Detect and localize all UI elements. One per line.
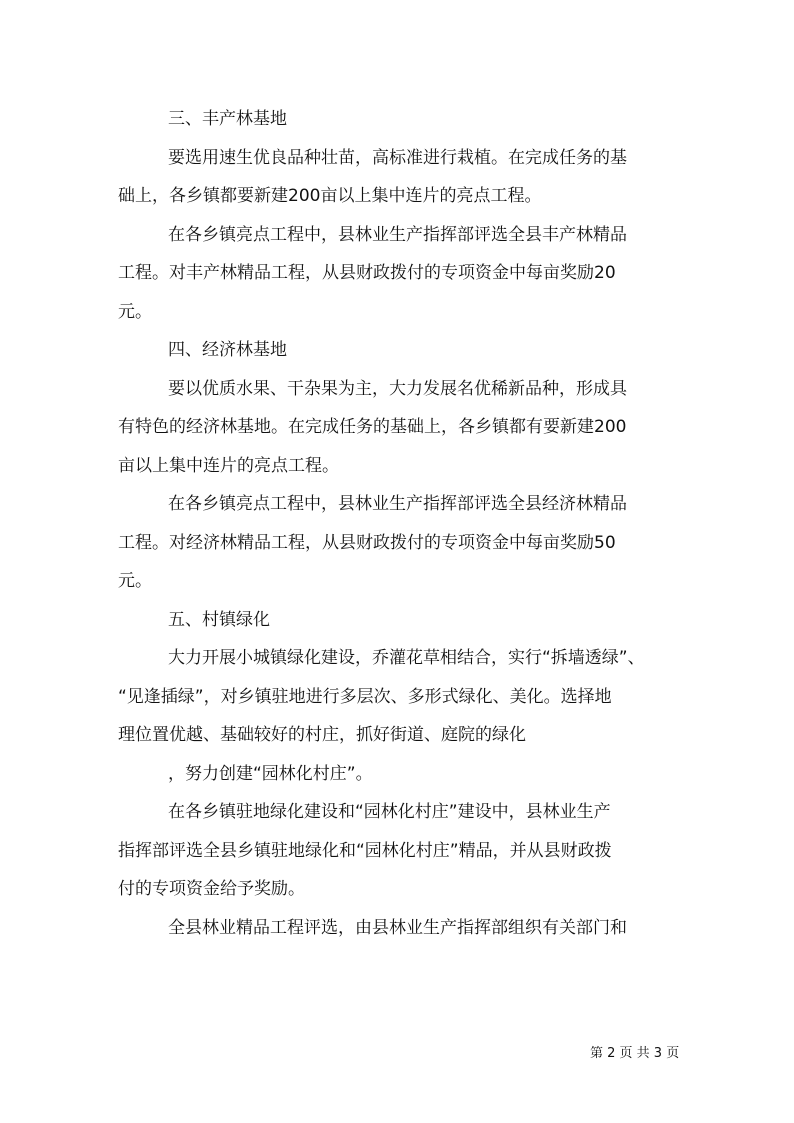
text-line: 三、丰产林基地 bbox=[168, 109, 287, 129]
text-line: 要以优质水果、干杂果为主，大力发展名优稀新品种，形成具 bbox=[168, 379, 627, 399]
text-line: ，努力创建“园林化村庄”。 bbox=[168, 764, 373, 784]
text-line: 元。 bbox=[118, 571, 152, 591]
text-line: 理位置优越、基础较好的村庄，抓好街道、庭院的绿化 bbox=[118, 725, 526, 745]
text-line: 大力开展小城镇绿化建设，乔灌花草相结合，实行“拆墙透绿”、 bbox=[168, 648, 645, 668]
text-line: 在各乡镇亮点工程中，县林业生产指挥部评选全县丰产林精品 bbox=[168, 225, 627, 245]
text-line: 在各乡镇驻地绿化建设和“园林化村庄”建设中，县林业生产 bbox=[168, 802, 611, 822]
text-line: 亩以上集中连片的亮点工程。 bbox=[118, 456, 339, 476]
text-line: 在各乡镇亮点工程中，县林业生产指挥部评选全县经济林精品 bbox=[168, 494, 627, 514]
text-line: 工程。对经济林精品工程，从县财政拨付的专项资金中每亩奖励50 bbox=[118, 533, 616, 553]
text-line: 指挥部评选全县乡镇驻地绿化和“园林化村庄”精品，并从县财政拨 bbox=[118, 841, 612, 861]
text-line: 有特色的经济林基地。在完成任务的基础上，各乡镇都有要新建200 bbox=[118, 417, 627, 437]
text-line: 工程。对丰产林精品工程，从县财政拨付的专项资金中每亩奖励20 bbox=[118, 263, 616, 283]
text-line: 四、经济林基地 bbox=[168, 340, 287, 360]
page-indicator: 第 2 页 共 3 页 bbox=[590, 1046, 680, 1061]
text-line: 全县林业精品工程评选，由县林业生产指挥部组织有关部门和 bbox=[168, 918, 627, 938]
text-line: 元。 bbox=[118, 302, 152, 322]
text-line: 付的专项资金给予奖励。 bbox=[118, 879, 305, 899]
text-line: 要选用速生优良品种壮苗，高标准进行栽植。在完成任务的基 bbox=[168, 148, 627, 168]
text-line: “见逢插绿”，对乡镇驻地进行多层次、多形式绿化、美化。选择地 bbox=[118, 687, 612, 707]
text-line: 础上，各乡镇都要新建200亩以上集中连片的亮点工程。 bbox=[118, 186, 542, 206]
text-line: 五、村镇绿化 bbox=[168, 610, 270, 630]
